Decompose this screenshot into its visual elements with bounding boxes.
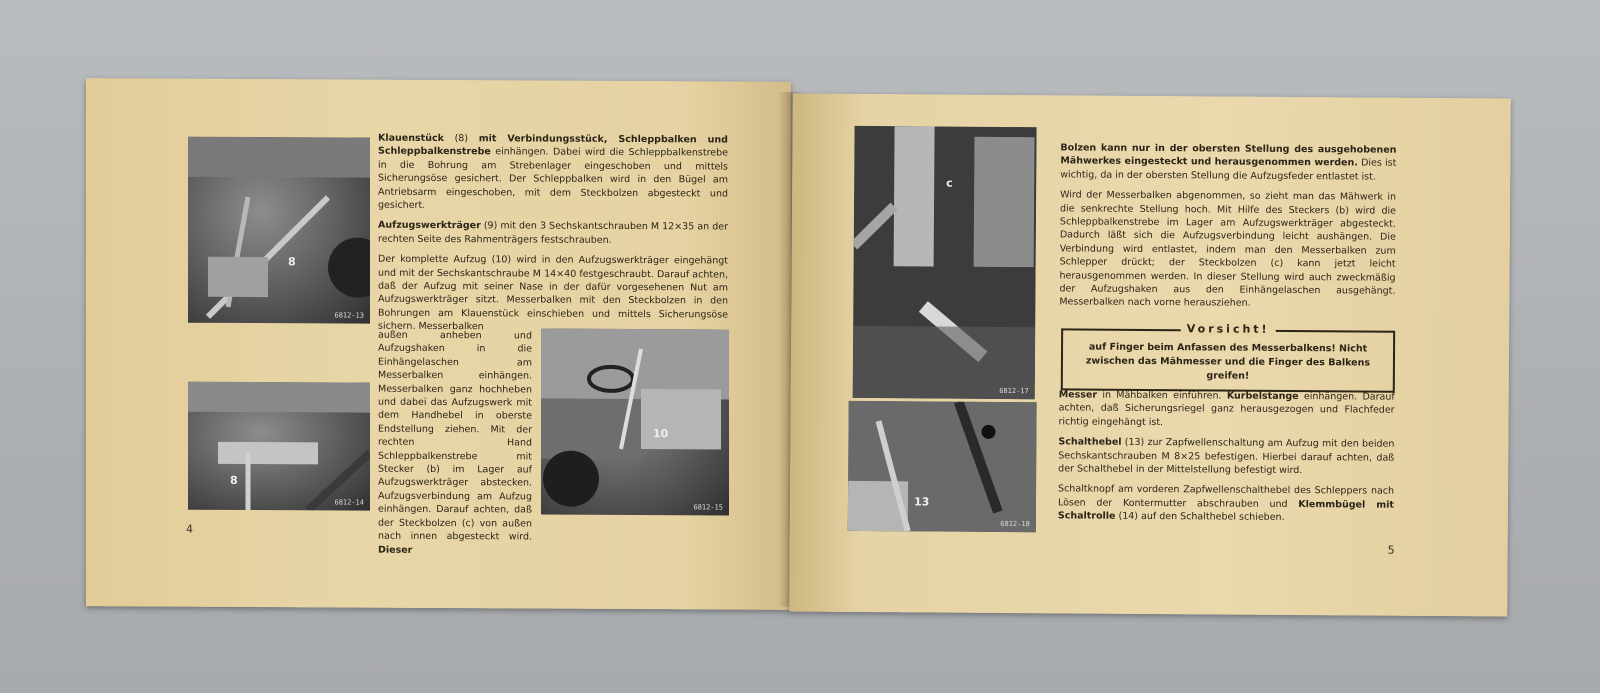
text-column-right-lower — [1058, 388, 1395, 532]
bold-term: mit Verbindungsstück, Schleppbalken und Schleppbalkenstrebe — [378, 133, 728, 158]
paragraph-aufzugswerktraeger — [378, 219, 728, 248]
photo-caption: 6812-18 — [1000, 519, 1030, 529]
bold-term: Aufzugswerkträger — [378, 220, 481, 232]
photo-caption: 6812-17 — [999, 386, 1029, 396]
bold-term: Klauenstück — [378, 132, 444, 145]
text-column-narrow — [378, 329, 532, 558]
text-column-right — [1059, 141, 1396, 318]
photo-drawing — [853, 126, 1037, 399]
warning-box — [1061, 322, 1395, 392]
text: einhängen. Darauf achten, daß Sicherungsriegel ganz herausgezogen und Flachfeder richtig eingehängt ist. — [1058, 391, 1395, 428]
left-page — [86, 78, 791, 610]
photo-towing-beam — [188, 137, 370, 324]
photo-tractor-lift — [541, 329, 729, 516]
page-number-left: 4 — [186, 522, 193, 536]
photo-drawing — [541, 329, 729, 516]
text-column-upper — [378, 132, 728, 343]
text: (14) auf den Schalthebel schieben. — [1115, 511, 1285, 524]
bold-term: Schalthebel — [1058, 436, 1122, 449]
paragraph-schaltknopf — [1058, 483, 1394, 526]
photo-caption: 6812-15 — [693, 503, 723, 512]
paragraph-klauenstueck — [378, 132, 728, 214]
text: (9) mit den 3 Sechskantschrauben M 12×35 an der rechten Seite des Rahmenträgers festschrauben. — [378, 220, 728, 246]
paragraph-aufzug: Der komplette Aufzug (10) wird in den Aufzugswerkträger eingehängt und mit der Sechskantschraube M 14×40 festgeschraubt. Darauf achten, daß der Aufzug mit seiner Nase in der dafür vorgesehenen Nut am Aufzugswerkträger sitzt. Messerbalken mit den Steckbolzen in den Bohrungen am Klauenstück einschieben und mittels Sicherungsöse sichern. Messerbalken — [378, 253, 728, 333]
photo-caption: 6812-13 — [334, 311, 364, 320]
paragraph-continued: außen anheben und Aufzugshaken in die Einhängelaschen am Messerbalken einhängen. Messerbalken ganz hochheben und dabei das Aufzugswerk mit dem Handhebel in oberste Endstellung ziehen. Mit der rechten Hand Schleppbalkenstrebe mit Stecker (b) im Lager auf Aufzugswerkträger abstecken. Aufzugsverbindung am Aufzug einhängen. Darauf achten, daß der Steckbolzen (c) von außen nach innen abgesteckt wird. — [378, 329, 532, 543]
photo-label: 8 — [230, 473, 238, 487]
warning-text: auf Finger beim Anfassen des Messerbalkens! Nicht zwischen das Mähmesser und die Finger des Balkens greifen! — [1085, 341, 1371, 382]
text: Schaltknopf am vorderen Zapfwellenschalthebel des Schleppers nach Lösen der Kontermutter abschrauben und — [1057, 483, 1395, 510]
paragraph-bolzen — [1060, 141, 1396, 184]
photo-label: c — [946, 176, 953, 190]
photo-label: 10 — [653, 427, 669, 441]
text: (13) zur Zapfwellenschaltung am Aufzug mit den beiden Sechskantschrauben M 8×25 befestigen. Hierbei darauf achten, daß der Schalthebel in der Mittelstellung befestigt wird. — [1058, 437, 1395, 477]
photo-drawing — [188, 137, 370, 324]
photo-caption: 6812-14 — [334, 498, 364, 507]
photo-label: 13 — [913, 495, 930, 509]
paragraph-messerbalken: Wird der Messerbalken abgenommen, so zieht man das Mähwerk in die senkrechte Stellung hoch. Mit Hilfe des Steckers (b) wird die Schleppbalkenstrebe im Lager am Aufzugswerkträger abgesteckt. Dadurch läßt sich die Aufzugsverbindung leicht aushängen. Die Verbindung wird entlastet, indem man den Messerbalken zum Schlepper drückt; der Steckbolzen (c) kann jetzt leicht herausgenommen werden. In dieser Stellung wird auch zweckmäßig der Aufzugshaken aus den Einhängelaschen ausgehängt. Messerbalken nach vorne herausziehen. — [1059, 189, 1397, 310]
page-number-right: 5 — [1387, 543, 1395, 557]
bold-term: Dieser — [378, 544, 413, 556]
bold-term: Messer — [1058, 389, 1098, 401]
photo-mower-mount — [188, 382, 370, 511]
photo-shift-lever — [848, 401, 1037, 532]
photo-label: 8 — [288, 255, 296, 269]
text: Dies ist wichtig, da in der obersten Stellung die Aufzugsfeder entlastet ist. — [1060, 157, 1397, 183]
photo-drawing — [188, 382, 370, 511]
bold-term: Klemmbügel mit Schaltrolle — [1057, 498, 1394, 523]
warning-heading: Vorsicht! — [1181, 322, 1276, 337]
photo-drawing — [848, 401, 1037, 532]
bold-term: Bolzen kann nur in der obersten Stellung des ausgehobenen Mähwerkes eingesteckt und herausgenommen werden. — [1060, 142, 1397, 169]
text: einhängen. Dabei wird die Schleppbalkenstrebe in die Bohrung am Strebenlager eingeschoben und mittels Sicherungsöse gesichert. Der Schleppbalken wird in den Bügel am Antriebsarm eingeschoben, mit dem Steckbolzen abgesteckt und gesichert. — [378, 146, 728, 211]
photo-lift-spring — [853, 126, 1037, 399]
bold-term: Kurbelstange — [1226, 390, 1299, 403]
paragraph-schalthebel — [1058, 436, 1394, 479]
right-page — [789, 94, 1511, 617]
text: (8) — [443, 133, 479, 145]
text: in Mähbalken einführen. — [1097, 389, 1227, 402]
paragraph-messer — [1058, 388, 1394, 431]
